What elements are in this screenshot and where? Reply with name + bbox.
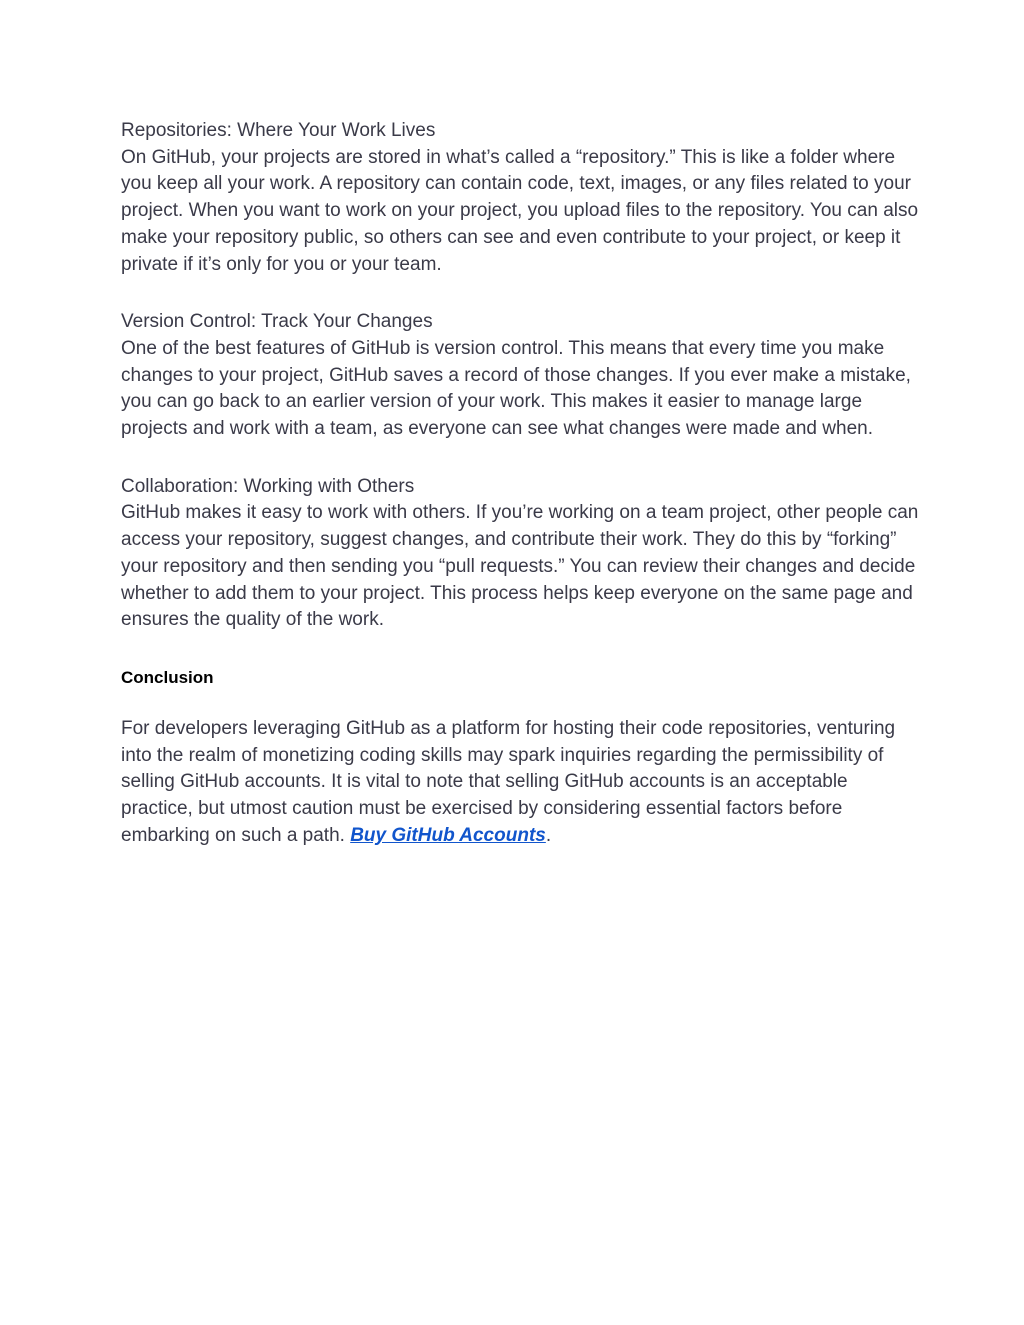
conclusion-trailing-period: . [545, 824, 552, 846]
document-page [121, 118, 921, 849]
section-title: Collaboration: Working with Others [121, 475, 415, 497]
section-body: On GitHub, your projects are stored in what’s called a “repository.” This is like a folder where you keep all your work. A repository can contain code, text, images, or any files related to your project. When you want to work on your project, you upload files to the repository. You can also make your repository public, so others can see and even contribute to your project, or keep it private if it’s only for you or your team. [121, 146, 919, 275]
section-title: Version Control: Track Your Changes [121, 311, 433, 333]
conclusion-body-text: For developers leveraging GitHub as a platform for hosting their code repositories, venturing into the realm of monetizing coding skills may spark inquiries regarding the permissibility of selling GitHub accounts. It is vital to note that selling GitHub accounts is an acceptable practice, but utmost caution must be exercised by considering essential factors before embarking on such a path. [121, 717, 896, 846]
conclusion-heading: Conclusion [121, 667, 214, 687]
conclusion-paragraph [121, 716, 921, 850]
section-collaboration [121, 474, 921, 634]
section-repositories [121, 118, 921, 278]
section-version-control [121, 309, 921, 443]
section-title: Repositories: Where Your Work Lives [121, 120, 436, 141]
buy-github-accounts-link[interactable]: Buy GitHub Accounts [350, 824, 546, 846]
section-body: One of the best features of GitHub is version control. This means that every time you make changes to your project, GitHub saves a record of those changes. If you ever make a mistake, you can go back to an earlier version of your work. This makes it easier to manage large projects and work with a team, as everyone can see what changes were made and when. [121, 337, 911, 440]
section-body: GitHub makes it easy to work with others. If you’re working on a team project, other people can access your repository, suggest changes, and contribute their work. They do this by “forking” your repository and then sending you “pull requests.” You can review their changes and decide whether to add them to your project. This process helps keep everyone on the same page and ensures the quality of the work. [121, 502, 919, 631]
